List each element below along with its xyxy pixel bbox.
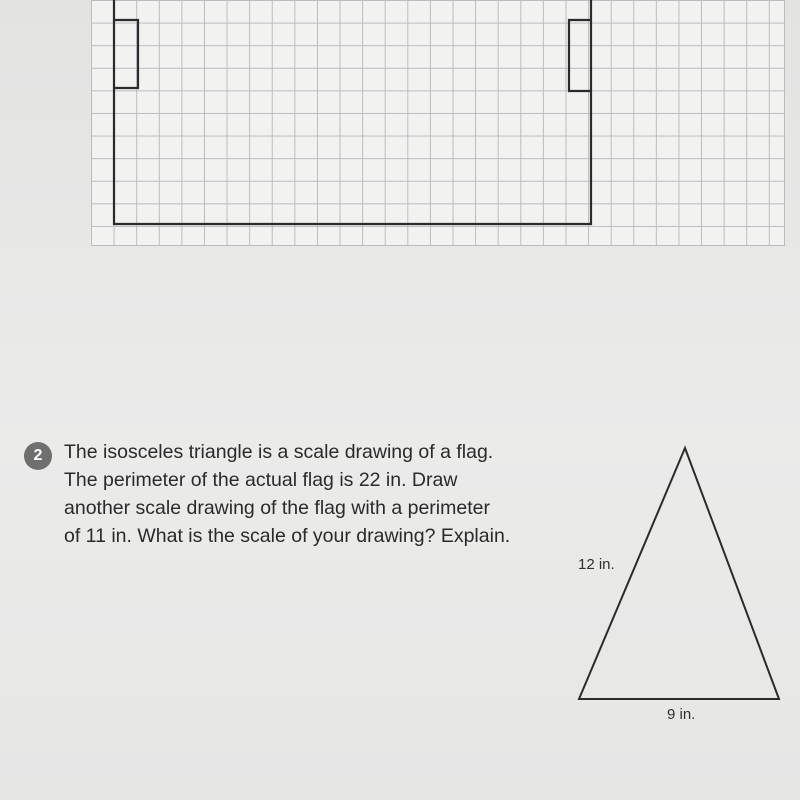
grid-flag-outline [114, 0, 591, 224]
triangle-svg [560, 440, 800, 740]
base-length-label: 9 in. [667, 706, 696, 723]
isosceles-triangle-figure [560, 440, 800, 740]
problem-statement [64, 438, 559, 550]
problem-line-1: The isosceles triangle is a scale drawing of a flag. [64, 441, 494, 463]
isosceles-triangle [579, 448, 779, 699]
grid-right-tab [569, 20, 591, 91]
problem-line-4: of 11 in. What is the scale of your drawing? Explain. [64, 525, 511, 547]
problem-number-badge: 2 [24, 442, 52, 470]
side-length-label: 12 in. [578, 556, 615, 573]
grid-left-tab [114, 20, 138, 88]
grid-drawing [0, 0, 800, 260]
problem-line-3: another scale drawing of the flag with a perimeter [64, 497, 490, 519]
problem-line-2: The perimeter of the actual flag is 22 in. Draw [64, 469, 458, 491]
